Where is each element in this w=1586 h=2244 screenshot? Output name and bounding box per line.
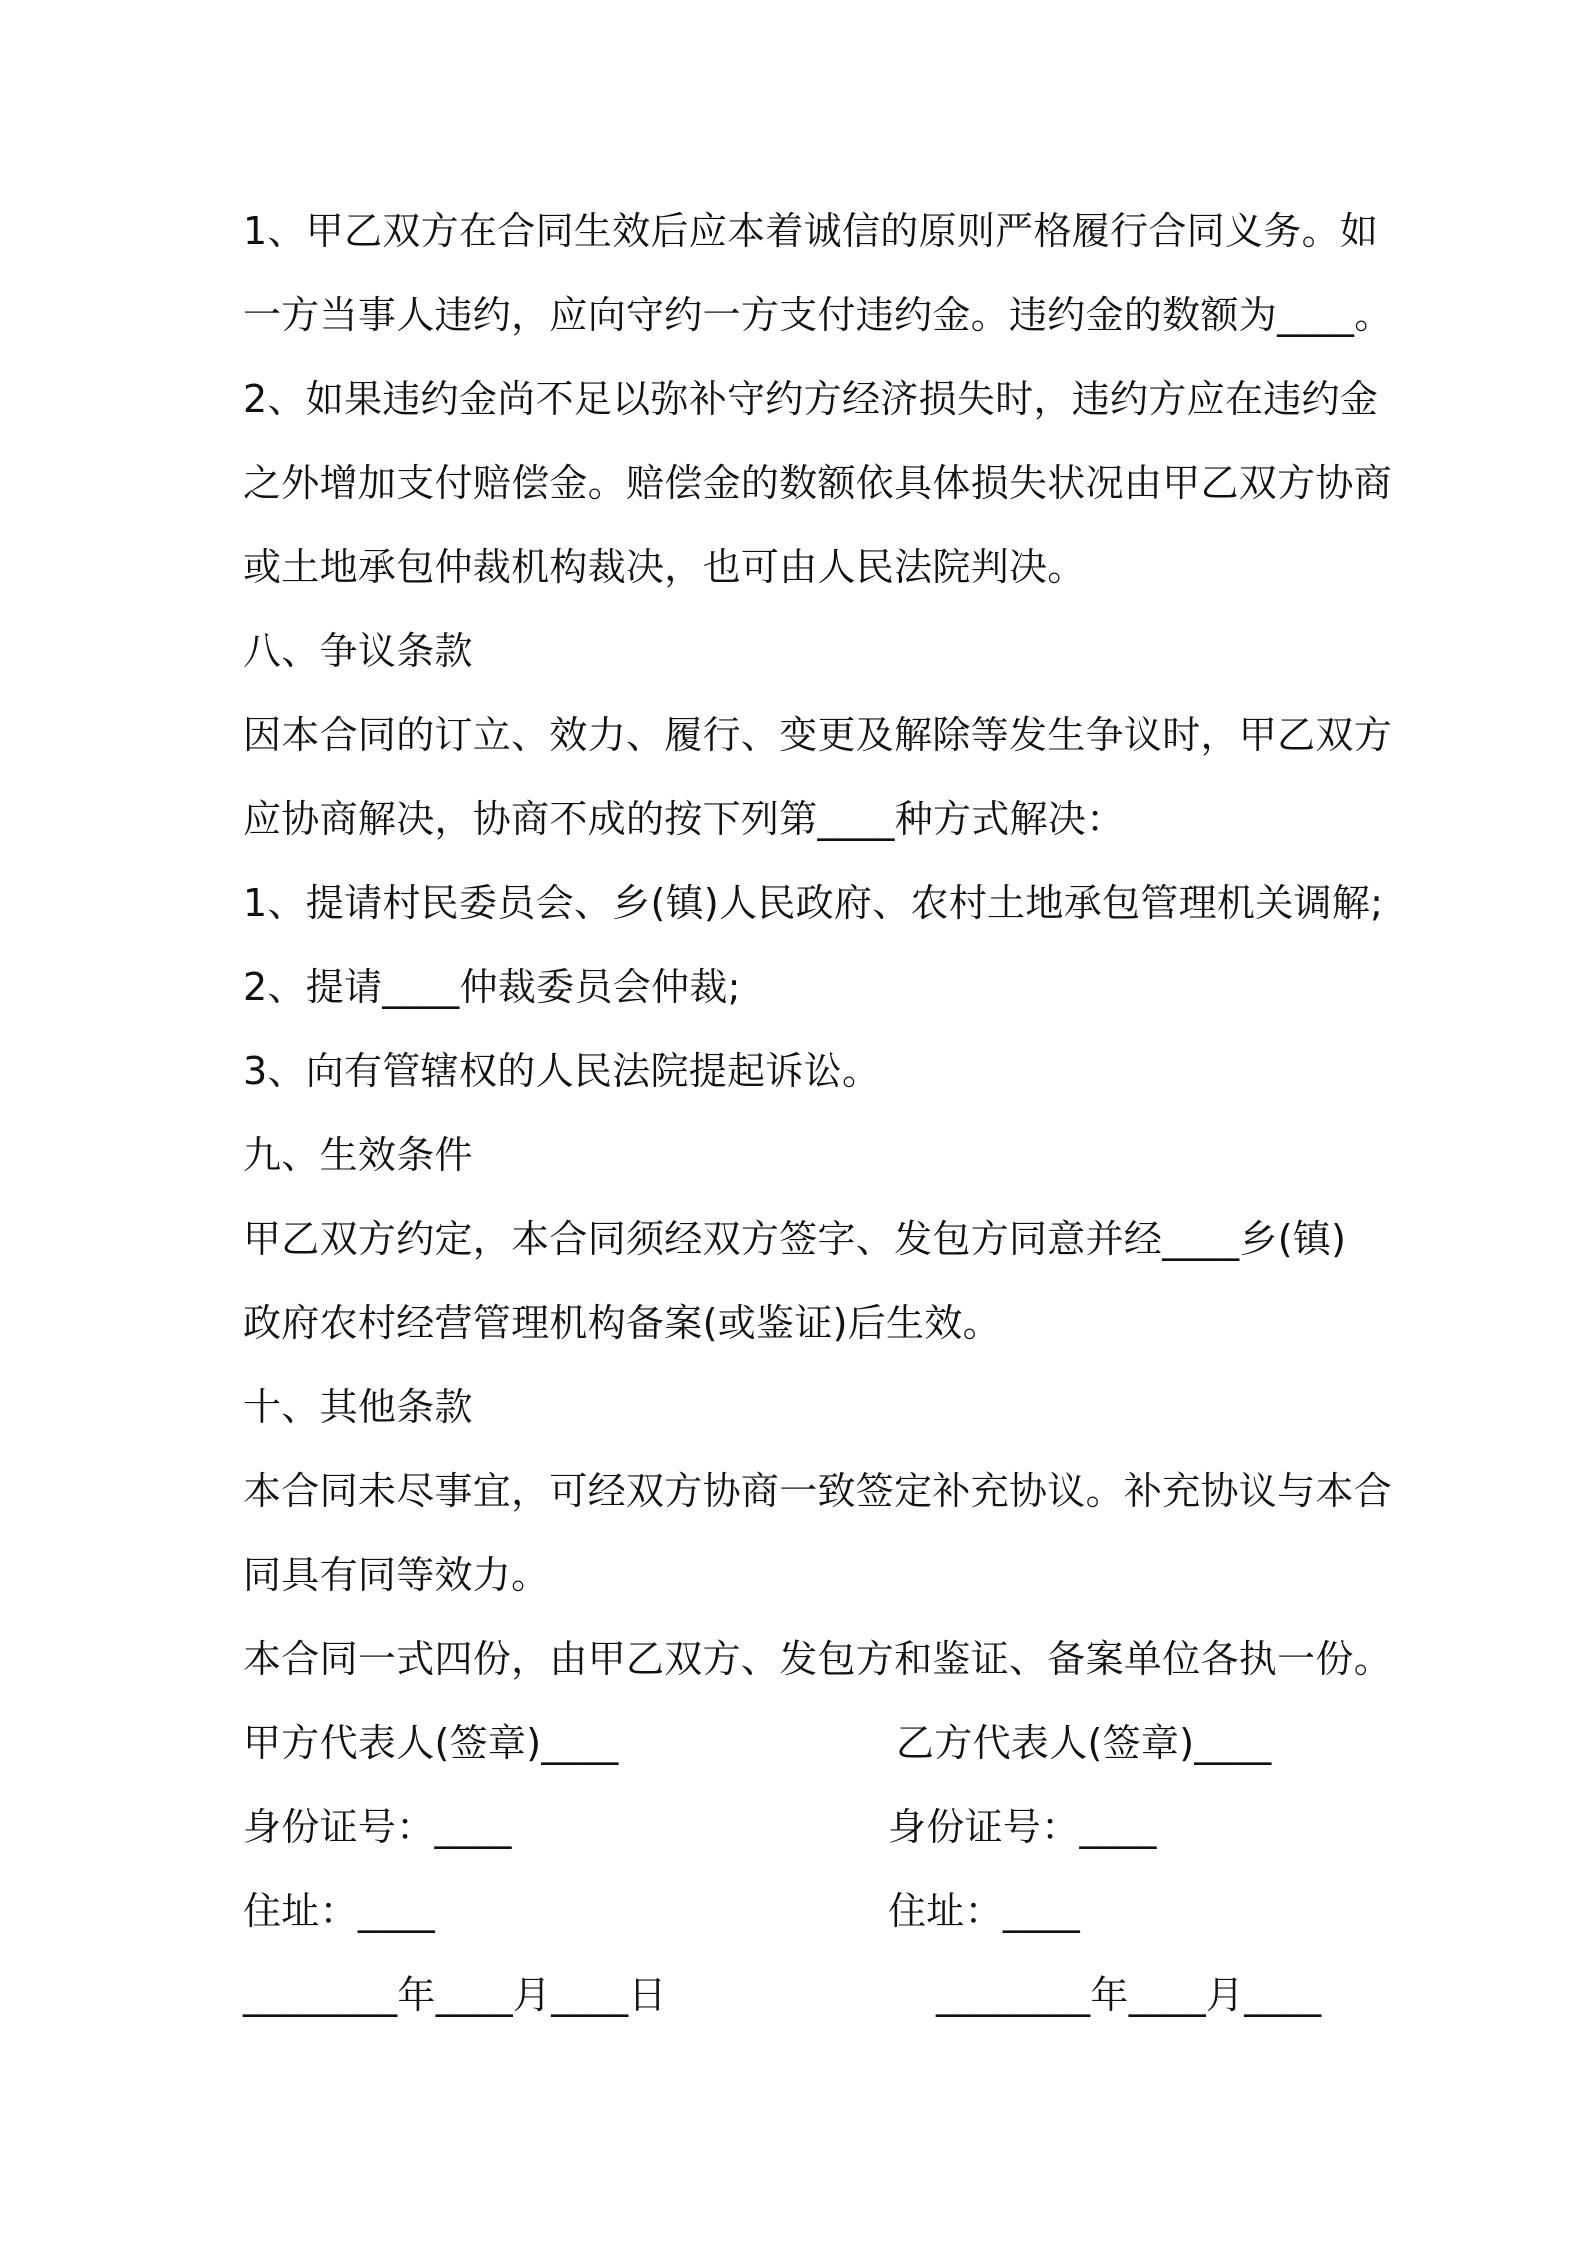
clause-list-item: 3、向有管辖权的人民法院提起诉讼。 <box>243 1049 881 1093</box>
party-a-representative: 甲方代表人(签章)____ <box>243 1721 619 1765</box>
party-b-representative: 乙方代表人(签章)____ <box>896 1721 1272 1765</box>
party-b-id-number: 身份证号：____ <box>888 1805 1157 1849</box>
section-heading-effect: 九、生效条件 <box>243 1133 473 1177</box>
clause-paragraph-line: 应协商解决，协商不成的按下列第____种方式解决： <box>243 797 1125 841</box>
clause-paragraph-line: 一方当事人违约，应向守约一方支付违约金。违约金的数额为____。 <box>243 293 1393 337</box>
clause-paragraph-line: 或土地承包仲裁机构裁决，也可由人民法院判决。 <box>243 545 1086 589</box>
clause-paragraph-line: 政府农村经营管理机构备案(或鉴证)后生效。 <box>243 1301 1001 1345</box>
section-heading-dispute: 八、争议条款 <box>243 629 473 673</box>
party-b-address: 住址：____ <box>888 1889 1081 1933</box>
clause-paragraph-line: 之外增加支付赔偿金。赔偿金的数额依具体损失状况由甲乙双方协商 <box>243 461 1393 505</box>
clause-list-item: 2、提请____仲裁委员会仲裁; <box>243 965 741 1009</box>
clause-list-item: 1、提请村民委员会、乡(镇)人民政府、农村土地承包管理机关调解; <box>243 881 1384 925</box>
party-a-id-number: 身份证号：____ <box>243 1805 512 1849</box>
clause-paragraph-line: 同具有同等效力。 <box>243 1553 550 1597</box>
party-a-date: ________年____月____日 <box>243 1973 667 2017</box>
party-b-date: ________年____月____ <box>936 1973 1322 2017</box>
clause-paragraph-line: 1、甲乙双方在合同生效后应本着诚信的原则严格履行合同义务。如 <box>243 209 1379 253</box>
clause-paragraph-line: 2、如果违约金尚不足以弥补守约方经济损失时，违约方应在违约金 <box>243 377 1379 421</box>
party-a-address: 住址：____ <box>243 1889 436 1933</box>
clause-paragraph-line: 本合同未尽事宜，可经双方协商一致签定补充协议。补充协议与本合 <box>243 1469 1393 1513</box>
clause-paragraph-line: 本合同一式四份，由甲乙双方、发包方和鉴证、备案单位各执一份。 <box>243 1637 1393 1681</box>
clause-paragraph-line: 甲乙双方约定，本合同须经双方签字、发包方同意并经____乡(镇) <box>243 1217 1347 1261</box>
section-heading-other: 十、其他条款 <box>243 1385 473 1429</box>
clause-paragraph-line: 因本合同的订立、效力、履行、变更及解除等发生争议时，甲乙双方 <box>243 713 1393 757</box>
